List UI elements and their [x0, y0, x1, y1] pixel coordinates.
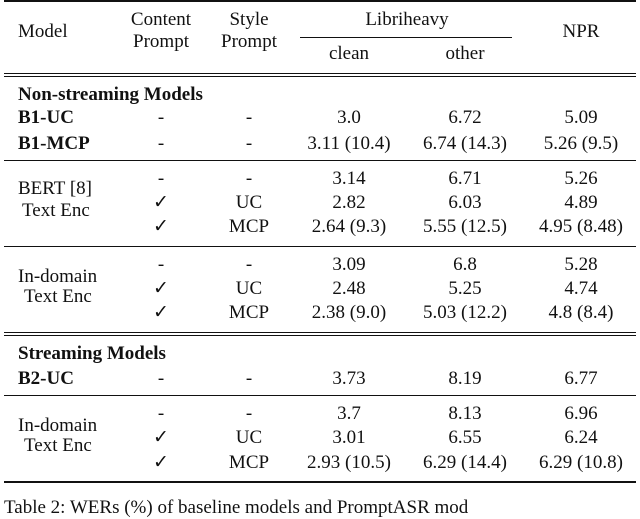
group-divider	[4, 246, 636, 247]
cell-clean: 2.93 (10.5)	[307, 452, 391, 473]
cell-other: 5.03 (12.2)	[423, 302, 507, 323]
cell-other: 8.13	[448, 403, 482, 424]
group-label-indomain-line2: Text Enc	[24, 435, 92, 456]
header-clean: clean	[328, 43, 370, 64]
header-libriheavy: Libriheavy	[365, 9, 449, 30]
group-divider	[4, 160, 636, 161]
cell-npr: 6.24	[564, 427, 598, 448]
cell-clean: 3.14	[332, 168, 366, 189]
cell-style: UC	[235, 192, 263, 213]
cell-clean: 2.38 (9.0)	[311, 302, 387, 323]
cell-content-check: ✓	[153, 216, 169, 237]
cell-other: 6.03	[448, 192, 482, 213]
header-content-prompt-line2: Prompt	[133, 31, 189, 52]
group-label-indomain-line1: In-domain	[18, 415, 98, 436]
cell-other: 5.25	[448, 278, 482, 299]
cell-npr: 5.26	[564, 168, 598, 189]
header-content-prompt-line1: Content	[130, 9, 192, 30]
cell-npr: 6.96	[564, 403, 598, 424]
cell-style: UC	[235, 278, 263, 299]
cell-style: MCP	[228, 452, 270, 473]
header-other: other	[445, 43, 485, 64]
cell-content: -	[157, 403, 165, 424]
cell-style: -	[245, 254, 253, 275]
section-double-rule-1	[4, 332, 636, 333]
cell-content: -	[157, 368, 165, 389]
cell-npr: 4.74	[564, 278, 598, 299]
cell-npr: 6.77	[564, 368, 598, 389]
cell-other: 6.8	[453, 254, 477, 275]
group-label-indomain-line2: Text Enc	[24, 286, 92, 307]
group-label-bert-line2: Text Enc	[22, 200, 90, 221]
cell-content-check: ✓	[153, 278, 169, 299]
header-double-rule-1	[4, 73, 636, 74]
cell-style: -	[245, 403, 253, 424]
cell-content-check: ✓	[153, 192, 169, 213]
cell-clean: 3.09	[332, 254, 366, 275]
cell-style: -	[245, 107, 253, 128]
cell-style: -	[245, 168, 253, 189]
row-model: B1-UC	[18, 107, 74, 128]
cell-clean: 2.82	[332, 192, 366, 213]
table-bottom-rule	[4, 481, 636, 483]
cell-clean: 2.64 (9.3)	[311, 216, 387, 237]
group-label-bert-line1: BERT [8]	[18, 178, 92, 199]
cell-content: -	[157, 254, 165, 275]
row-model: B2-UC	[18, 368, 74, 389]
cell-clean: 3.0	[337, 107, 361, 128]
cell-content: -	[157, 133, 165, 154]
cell-content: -	[157, 107, 165, 128]
row-model: B1-MCP	[18, 133, 90, 154]
section-double-rule-2	[4, 335, 636, 336]
cell-style: MCP	[228, 216, 270, 237]
cell-npr: 6.29 (10.8)	[539, 452, 623, 473]
cell-clean: 3.01	[332, 427, 366, 448]
header-model: Model	[18, 21, 68, 42]
header-npr: NPR	[562, 21, 600, 42]
cell-npr: 5.28	[564, 254, 598, 275]
cell-clean: 3.7	[337, 403, 361, 424]
section-title-streaming: Streaming Models	[18, 343, 166, 364]
cell-other: 6.74 (14.3)	[423, 133, 507, 154]
cell-npr: 5.09	[564, 107, 598, 128]
cell-npr: 4.89	[564, 192, 598, 213]
section-title-nonstreaming: Non-streaming Models	[18, 84, 203, 105]
group-label-indomain-line1: In-domain	[18, 266, 98, 287]
cell-content: -	[157, 168, 165, 189]
cell-content-check: ✓	[153, 452, 169, 473]
cell-other: 6.29 (14.4)	[423, 452, 507, 473]
cell-content-check: ✓	[153, 302, 169, 323]
cell-other: 6.71	[448, 168, 482, 189]
cell-style: -	[245, 368, 253, 389]
cell-npr: 4.95 (8.48)	[539, 216, 623, 237]
header-style-prompt-line1: Style	[229, 9, 269, 30]
group-divider	[4, 395, 636, 396]
table-caption: Table 2: WERs (%) of baseline models and PromptASR mod	[4, 497, 469, 518]
cell-clean: 2.48	[332, 278, 366, 299]
cell-npr: 4.8 (8.4)	[548, 302, 614, 323]
libriheavy-underline	[300, 37, 512, 38]
header-double-rule-2	[4, 76, 636, 77]
cell-clean: 3.73	[332, 368, 366, 389]
cell-other: 8.19	[448, 368, 482, 389]
cell-other: 6.55	[448, 427, 482, 448]
cell-npr: 5.26 (9.5)	[543, 133, 619, 154]
cell-other: 5.55 (12.5)	[423, 216, 507, 237]
cell-style: UC	[235, 427, 263, 448]
cell-style: -	[245, 133, 253, 154]
cell-style: MCP	[228, 302, 270, 323]
cell-clean: 3.11 (10.4)	[307, 133, 391, 154]
table-top-rule	[4, 0, 636, 2]
header-style-prompt-line2: Prompt	[221, 31, 277, 52]
cell-content-check: ✓	[153, 427, 169, 448]
cell-other: 6.72	[448, 107, 482, 128]
